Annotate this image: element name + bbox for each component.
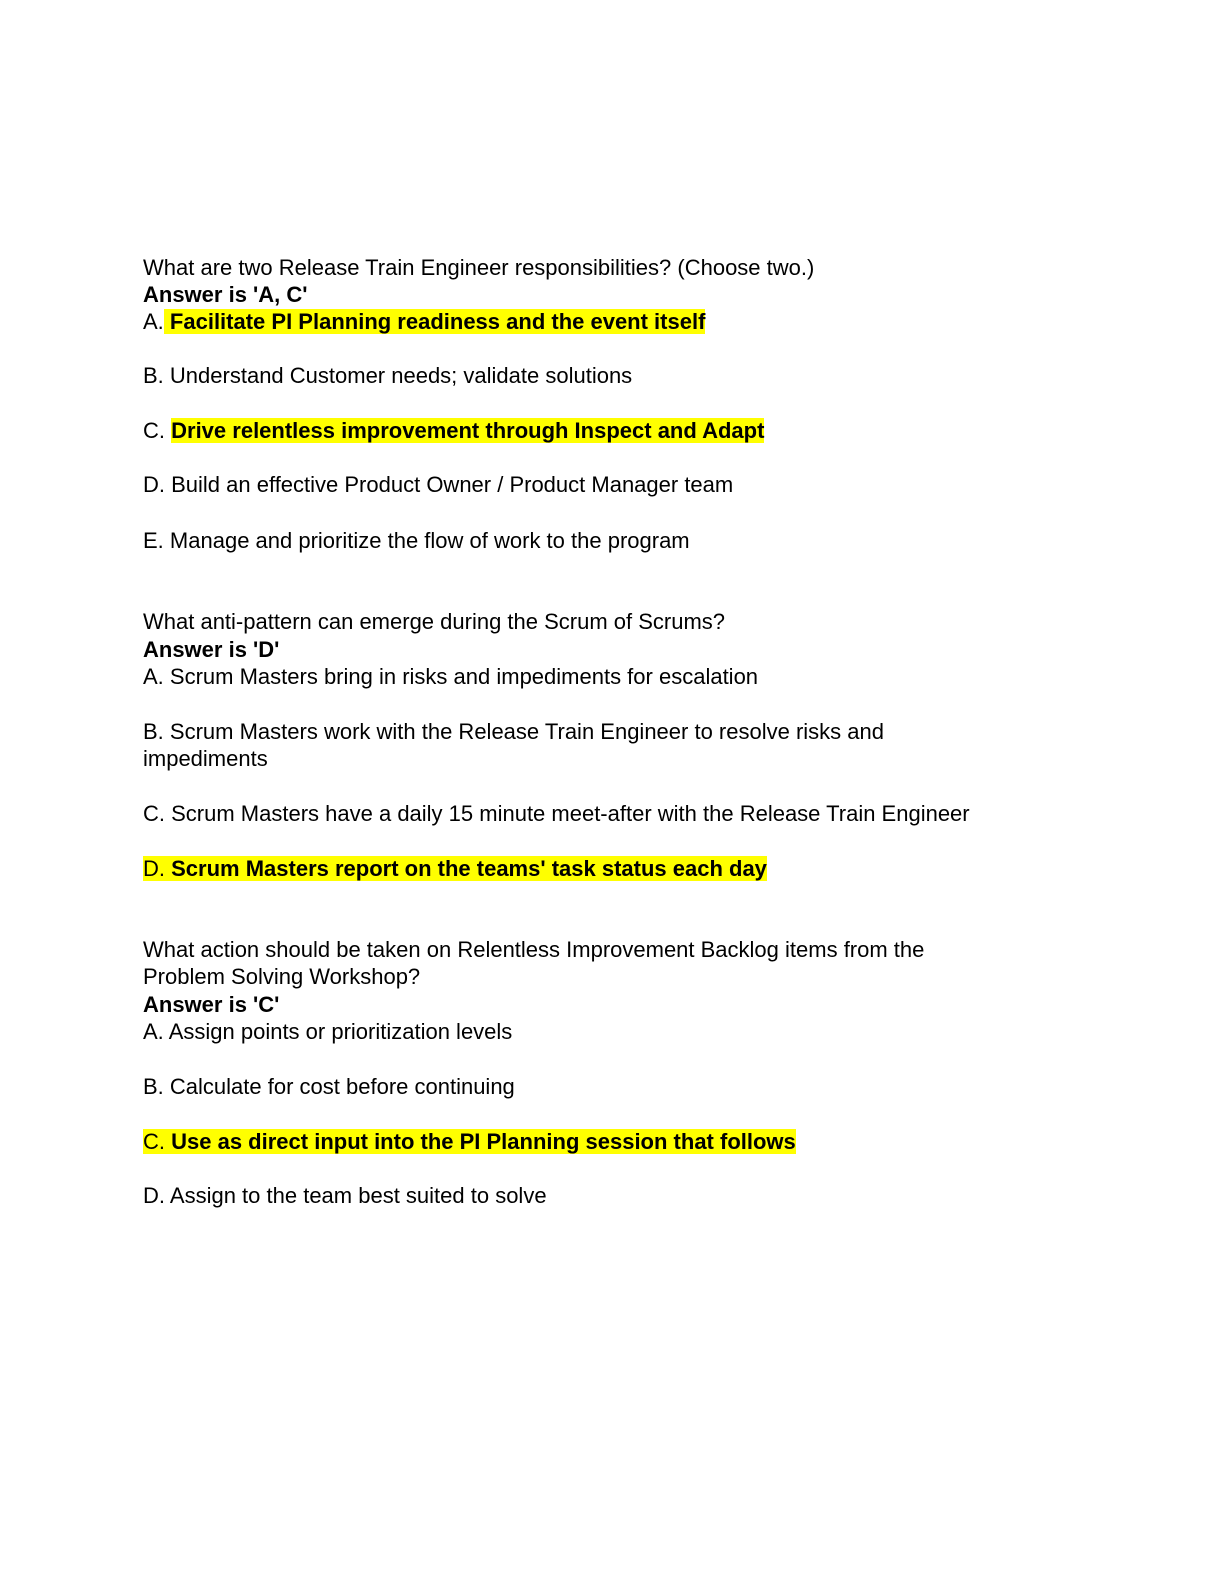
question-1-answer: Answer is 'A, C' [143,282,308,307]
question-3-text-continued: Problem Solving Workshop? [143,964,421,989]
q3-option-a-letter: A. [143,1019,164,1044]
q1-option-a-letter: A. [143,309,164,334]
q2-option-a-text: Scrum Masters bring in risks and impediments for escalation [169,664,759,689]
question-3-answer: Answer is 'C' [143,992,280,1017]
question-3-text: What action should be taken on Relentless Improvement Backlog items from the [143,937,925,962]
q2-option-a [143,663,758,690]
q3-option-d-text: Assign to the team best suited to solve [169,1183,547,1208]
q1-option-d-letter: D. [143,472,165,497]
q2-option-c [143,800,970,827]
q2-option-c-letter: C. [143,801,165,826]
q3-option-c-text: Use as direct input into the PI Planning session that follows [171,1129,796,1154]
q1-option-d [143,471,733,498]
q3-option-a-text: Assign points or prioritization levels [168,1019,513,1044]
q2-option-a-letter: A. [143,664,164,689]
q3-option-d-letter: D. [143,1183,165,1208]
question-2-text: What anti-pattern can emerge during the Scrum of Scrums? [143,609,726,634]
q3-option-c [143,1128,796,1155]
q1-option-b [143,362,632,389]
q3-option-b [143,1073,515,1100]
q2-option-b-text: Scrum Masters work with the Release Train Engineer to resolve risks and [169,719,884,744]
q1-option-e [143,527,690,554]
q1-option-a [143,308,705,335]
q1-option-c-letter: C. [143,418,165,443]
question-1-text: What are two Release Train Engineer responsibilities? (Choose two.) [143,255,815,280]
q3-option-b-text: Calculate for cost before continuing [169,1074,515,1099]
q3-option-c-letter: C. [143,1129,171,1154]
q1-option-d-text: Build an effective Product Owner / Product Manager team [171,472,734,497]
q1-option-a-text: Facilitate PI Planning readiness and the event itself [164,309,706,334]
q1-option-e-text: Manage and prioritize the flow of work to the program [169,528,690,553]
q1-option-e-letter: E. [143,528,164,553]
q1-option-b-letter: B. [143,363,164,388]
q2-option-d [143,855,767,882]
q1-option-c-text: Drive relentless improvement through Inspect and Adapt [171,418,765,443]
question-2-answer: Answer is 'D' [143,637,280,662]
q2-option-d-text: Scrum Masters report on the teams' task status each day [171,856,767,881]
q2-option-b-continued: impediments [143,746,268,771]
q3-option-a [143,1018,512,1045]
q3-option-b-letter: B. [143,1074,164,1099]
q1-option-c [143,417,764,444]
q1-option-b-text: Understand Customer needs; validate solutions [169,363,633,388]
q3-option-d [143,1182,547,1209]
q2-option-b-letter: B. [143,719,164,744]
q2-option-c-text: Scrum Masters have a daily 15 minute meet-after with the Release Train Engineer [171,801,970,826]
q2-option-d-letter: D. [143,856,171,881]
q2-option-b [143,718,884,745]
